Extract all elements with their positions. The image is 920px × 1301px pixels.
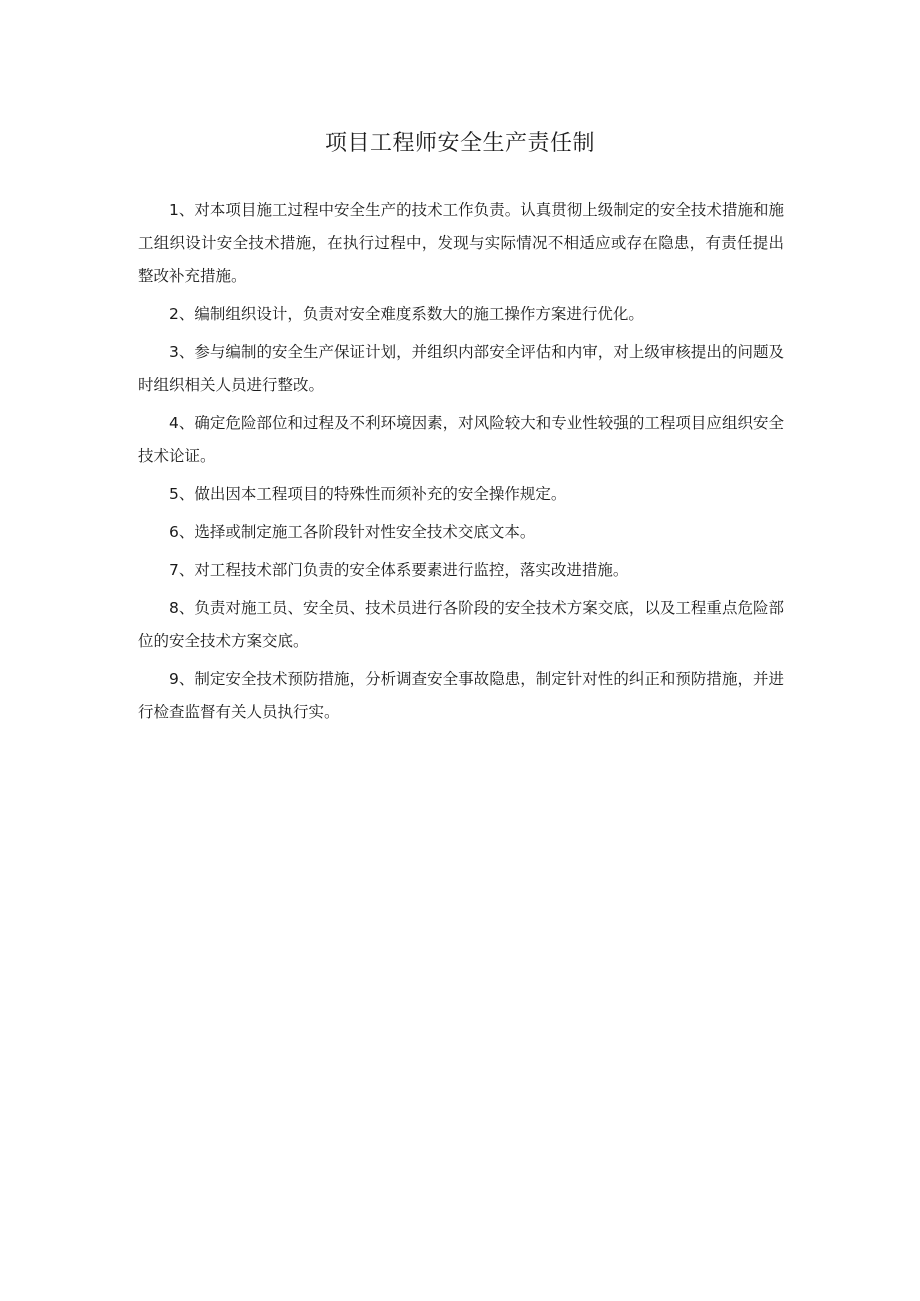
- clause-6: 6、选择或制定施工各阶段针对性安全技术交底文本。: [169, 523, 536, 541]
- clause-4: 4、确定危险部位和过程及不利环境因素，对风险较大和专业性较强的工程项目应组织安全技术论证。: [138, 414, 784, 465]
- clause-7: 7、对工程技术部门负责的安全体系要素进行监控，落实改进措施。: [169, 561, 629, 579]
- document-title: 项目工程师安全生产责任制: [324, 131, 595, 156]
- clause-2: 2、编制组织设计，负责对安全难度系数大的施工操作方案进行优化。: [169, 305, 644, 323]
- clause-1: 1、对本项目施工过程中安全生产的技术工作负责。认真贯彻上级制定的安全技术措施和施工组织设计安全技术措施，在执行过程中，发现与实际情况不相适应或存在隐患，有责任提出整改补充措施。: [138, 201, 784, 285]
- document-body: [138, 194, 784, 734]
- clause-8: 8、负责对施工员、安全员、技术员进行各阶段的安全技术方案交底，以及工程重点危险部位的安全技术方案交底。: [138, 599, 784, 650]
- clause-3: 3、参与编制的安全生产保证计划，并组织内部安全评估和内审，对上级审核提出的问题及时组织相关人员进行整改。: [138, 343, 784, 394]
- clause-9: 9、制定安全技术预防措施，分析调查安全事故隐患，制定针对性的纠正和预防措施，并进行检查监督有关人员执行实。: [138, 670, 784, 721]
- clause-5: 5、做出因本工程项目的特殊性而须补充的安全操作规定。: [169, 485, 567, 503]
